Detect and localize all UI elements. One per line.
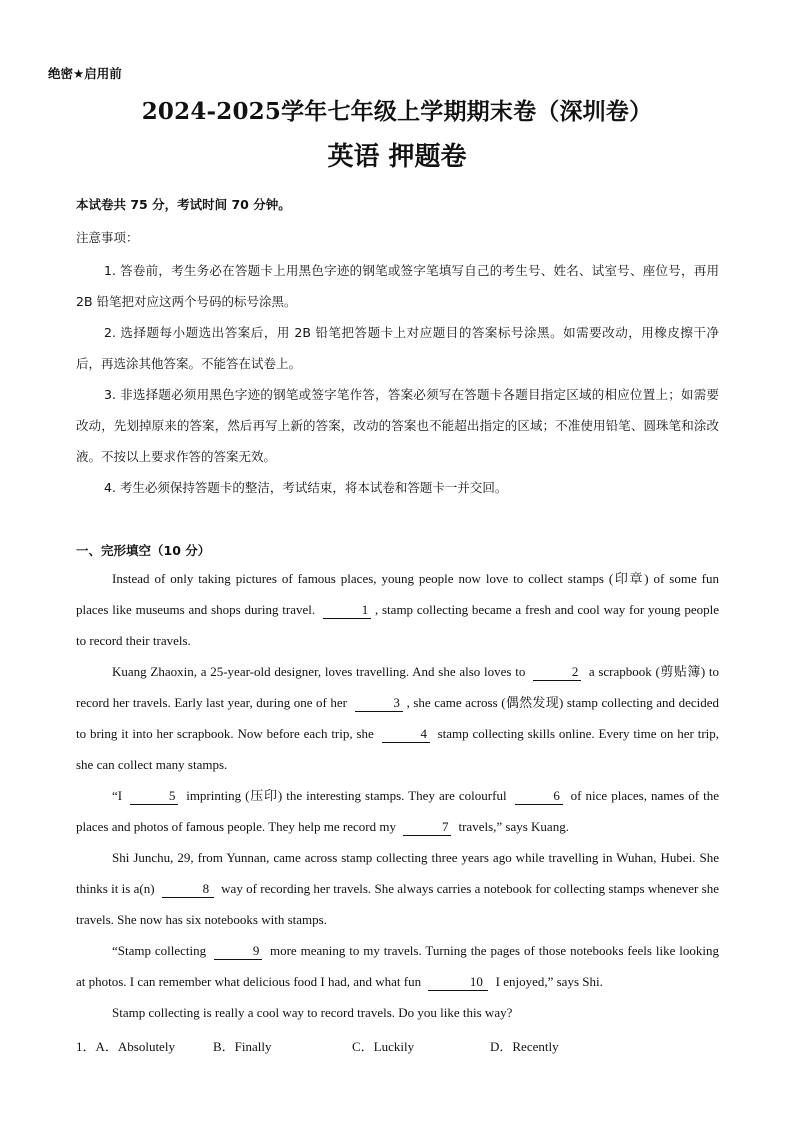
- notice-list: [76, 255, 719, 503]
- text: “I: [112, 788, 123, 803]
- text: I enjoyed,” says Shi.: [495, 974, 603, 989]
- blank-4: 4: [382, 726, 430, 743]
- notice-item: 3. 非选择题必须用黑色字迹的钢笔或签字笔作答，答案必须写在答题卡各题目指定区域的相应位置上；如需要改动，先划掉原来的答案，然后再写上新的答案，改动的答案也不能超出指定的区域；不准使用铅笔、圆珠笔和涂改液。不按以上要求作答的答案无效。: [76, 387, 719, 464]
- notice-item: 2. 选择题每小题选出答案后，用 2B 铅笔把答题卡上对应题目的答案标号涂黑。如需要改动，用橡皮擦干净后，再选涂其他答案。不能答在试卷上。: [76, 325, 719, 371]
- exam-subtitle: 英语 押题卷: [327, 142, 467, 172]
- text: stamp collecting skills online. Every time on her trip, she can collect many stamps.: [76, 726, 720, 772]
- blank-7: 7: [403, 819, 451, 836]
- text: travels,” says Kuang.: [458, 819, 569, 834]
- passage-paragraph: Stamp collecting is really a cool way to record travels. Do you like this way?: [112, 1005, 513, 1020]
- option-b: B．Finally: [213, 1039, 272, 1054]
- exam-title: 2024-2025学年七年级上学期期末卷（深圳卷）: [141, 98, 653, 125]
- passage-paragraph: [76, 935, 719, 997]
- notice-item: 4. 考生必须保持答题卡的整洁，考试结束，将本试卷和答题卡一并交回。: [104, 480, 508, 495]
- text: of nice places, names of the places and photos of famous people. They help me record my: [76, 788, 720, 834]
- notice-heading: 注意事项：: [76, 230, 139, 245]
- text: , she came across (偶然发现) stamp collecting and decided to bring it into her scrapbook. Now before each trip, she: [76, 695, 719, 741]
- passage-paragraph: [76, 842, 719, 935]
- blank-1: 1: [323, 602, 371, 619]
- section-heading: 一、完形填空（10 分）: [76, 543, 211, 558]
- blank-6: 6: [515, 788, 563, 805]
- text: way of recording her travels. She always carries a notebook for collecting stamps whenever she travels. She now has six notebooks with stamps.: [76, 881, 720, 927]
- blank-3: 3: [355, 695, 403, 712]
- text: Instead of only taking pictures of famous places, young people now love to collect stamps (印章) of some fun places like museums and shops during travel.: [76, 571, 719, 617]
- text: , stamp collecting became a fresh and cool way for young people to record their travels.: [76, 602, 719, 648]
- notice-item: 1. 答卷前，考生务必在答题卡上用黑色字迹的钢笔或签字笔填写自己的考生号、姓名、试室号、座位号，再用 2B 铅笔把对应这两个号码的标号涂黑。: [76, 263, 719, 309]
- blank-8: 8: [162, 881, 214, 898]
- option-d: D．Recently: [490, 1039, 559, 1054]
- text: imprinting (压印) the interesting stamps. They are colourful: [186, 788, 507, 803]
- text: more meaning to my travels. Turning the pages of those notebooks feels like looking at photos. I can remember what delicious food I had, and what fun: [76, 943, 719, 989]
- confidential-mark: 绝密★启用前: [48, 66, 122, 81]
- blank-5: 5: [130, 788, 178, 805]
- text: a scrapbook (剪贴簿) to record her travels. Early last year, during one of her: [76, 664, 720, 710]
- option-a: 1．A．Absolutely: [76, 1039, 175, 1054]
- exam-info: 本试卷共 75 分，考试时间 70 分钟。: [76, 197, 291, 212]
- blank-10: 10: [428, 974, 488, 991]
- passage-paragraph: [76, 780, 719, 842]
- text: Kuang Zhaoxin, a 25-year-old designer, loves travelling. And she also loves to: [112, 664, 526, 679]
- option-c: C．Luckily: [352, 1039, 415, 1054]
- text: Shi Junchu, 29, from Yunnan, came across stamp collecting three years ago while travelling in Wuhan, Hubei. She thinks it is a(n): [76, 850, 719, 896]
- text: “Stamp collecting: [112, 943, 207, 958]
- passage-paragraph: [76, 656, 719, 780]
- blank-2: 2: [533, 664, 581, 681]
- blank-9: 9: [214, 943, 262, 960]
- passage-paragraph: [76, 563, 719, 656]
- cloze-passage: [76, 563, 719, 1028]
